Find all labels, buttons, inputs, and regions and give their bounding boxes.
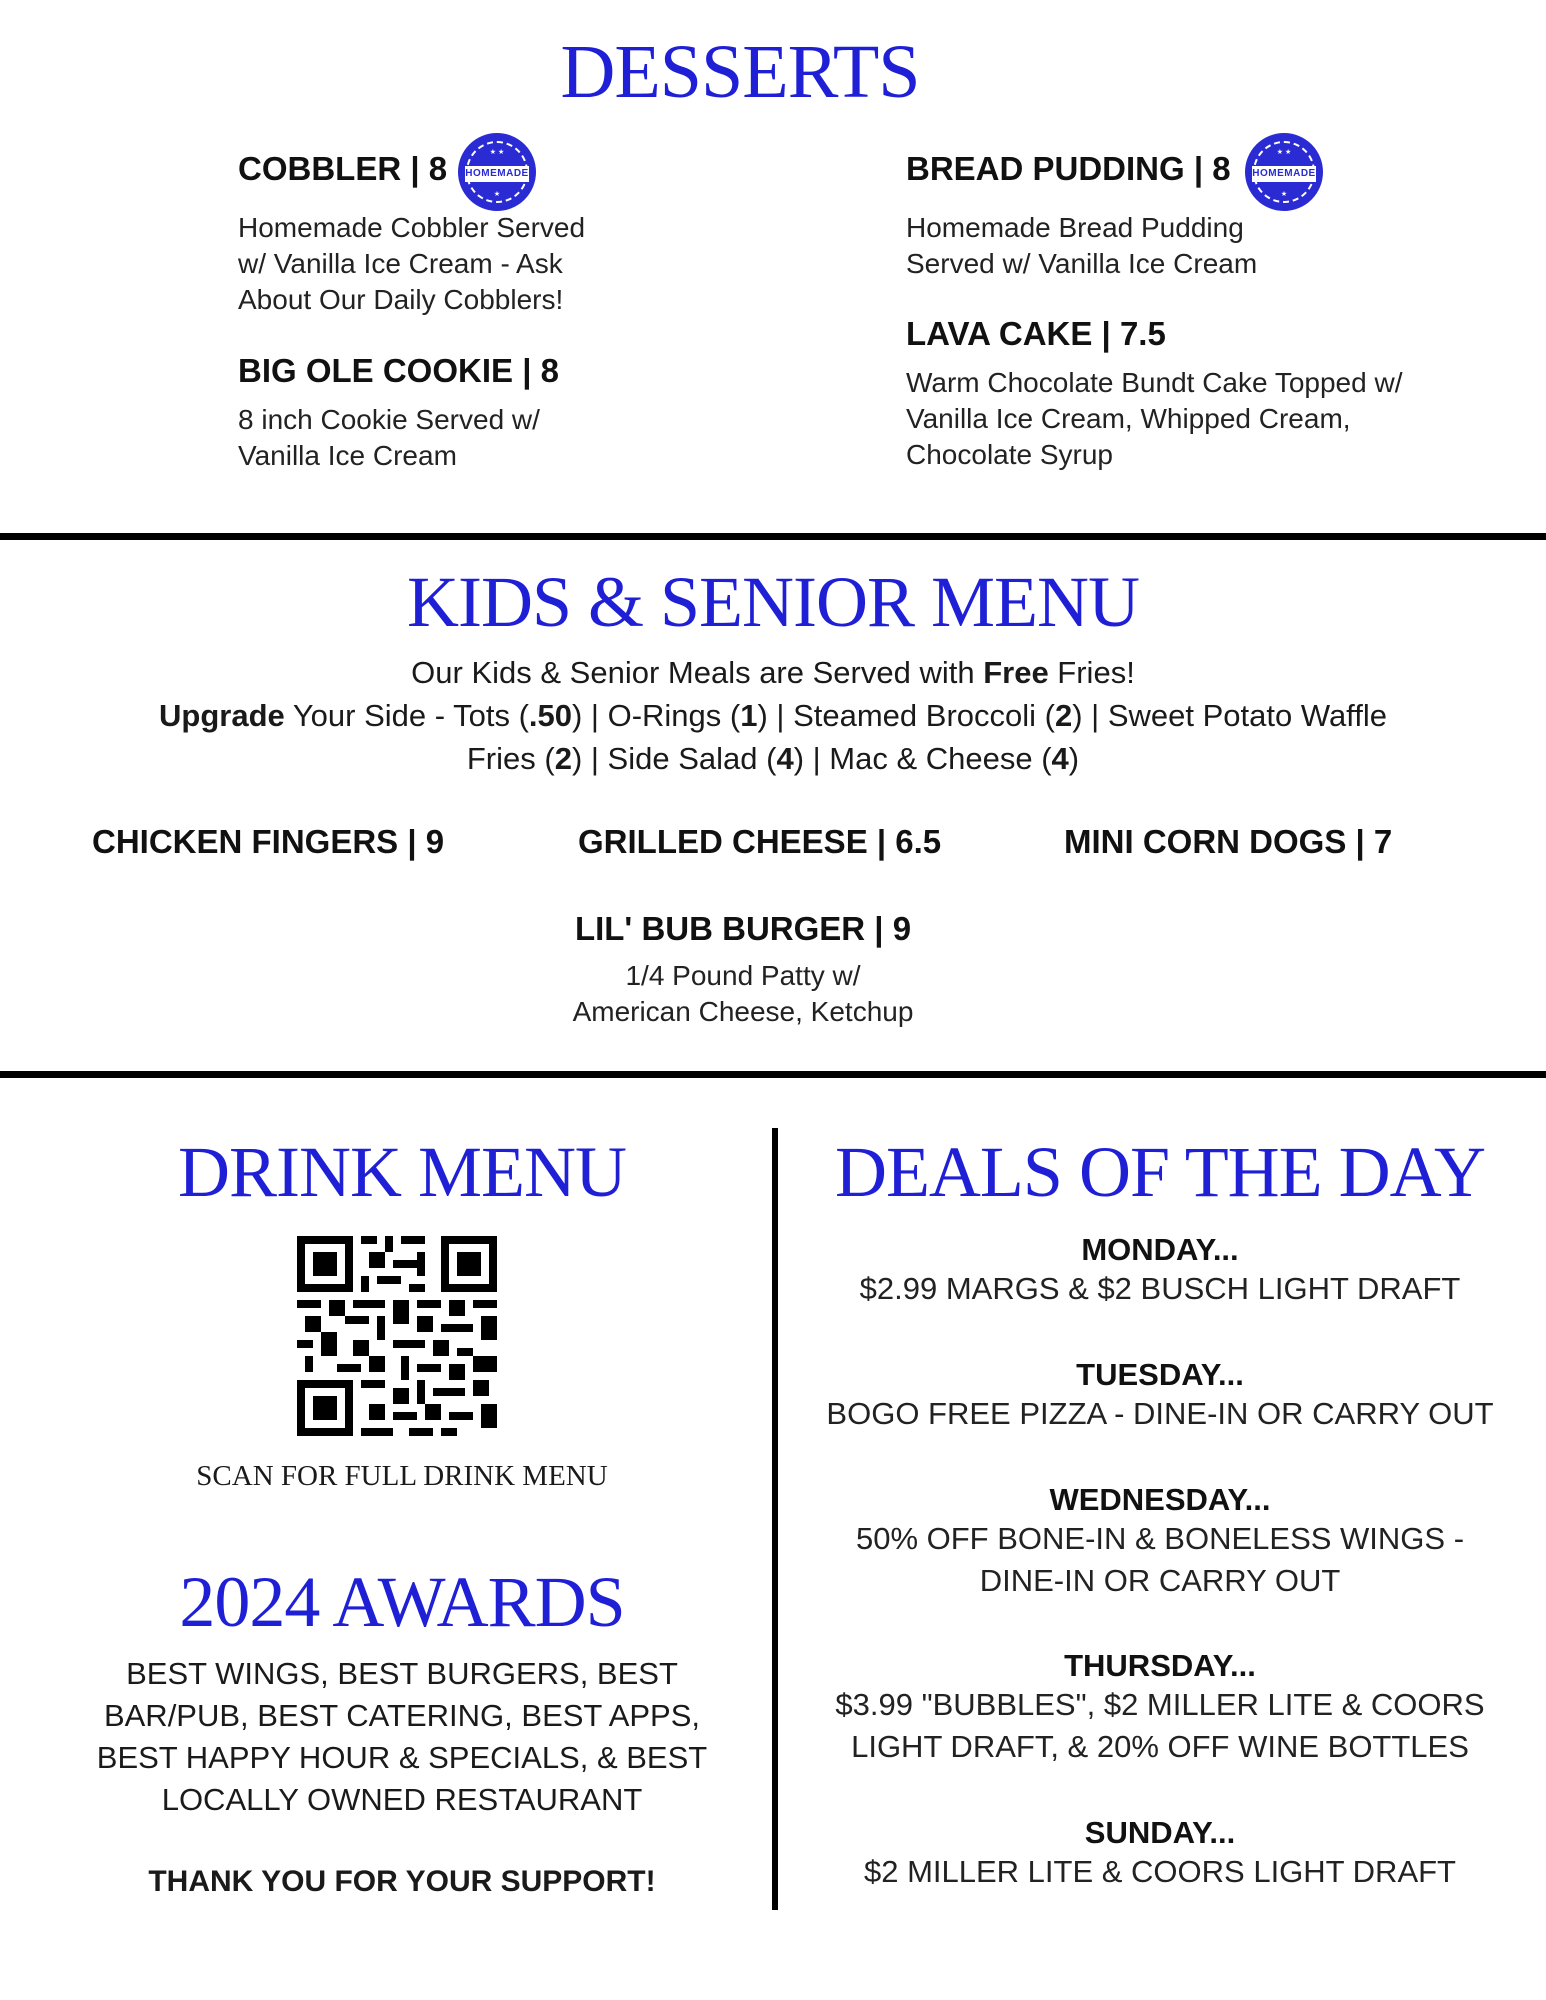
deal-description: $2.99 MARGS & $2 BUSCH LIGHT DRAFT [859,1271,1461,1306]
deal-description: 50% OFF BONE-IN & BONELESS WINGS - [855,1521,1465,1556]
deal-day-label: WEDNESDAY... [1049,1482,1271,1517]
kids-item-description-2: American Cheese, Ketchup [572,996,914,1027]
deal-wednesday [820,1482,1500,1602]
qr-code-icon[interactable] [297,1236,497,1436]
deal-day-label: SUNDAY... [1084,1815,1236,1850]
awards-list [72,1653,732,1821]
deal-description: $3.99 "BUBBLES", $2 MILLER LITE & COORS [835,1687,1485,1722]
deal-day-label: MONDAY... [1081,1232,1239,1267]
section-divider [0,533,1546,540]
kids-item-chicken-fingers: CHICKEN FINGERS | 9 [92,823,445,860]
dessert-title: LAVA CAKE | 7.5 [906,315,1166,352]
dessert-description: Homemade Bread Pudding Served w/ Vanilla Ice Cream [906,212,1258,279]
homemade-badge-icon: ★ ★ HOMEMADE ★ [1245,133,1323,211]
dessert-title: COBBLER | 8 [238,150,448,187]
deals-title: DEALS OF THE DAY [834,1132,1486,1212]
awards-line: BAR/PUB, BEST CATERING, BEST APPS, [103,1698,701,1733]
scan-drink-menu-caption: SCAN FOR FULL DRINK MENU [196,1460,608,1492]
deal-thursday [820,1648,1500,1768]
dessert-description: Warm Chocolate Bundt Cake Topped w/ Vanilla Ice Cream, Whipped Cream, Chocolate Syrup [906,367,1403,470]
deal-description: DINE-IN OR CARRY OUT [979,1563,1341,1598]
awards-line: LOCALLY OWNED RESTAURANT [161,1782,643,1817]
deal-day-label: THURSDAY... [1064,1648,1256,1683]
desserts-title: DESSERTS [560,30,920,114]
dessert-item-bread-pudding [906,150,1426,282]
column-divider [772,1128,778,1910]
deal-description: $2 MILLER LITE & COORS LIGHT DRAFT [863,1854,1456,1889]
kids-item-mini-corn-dogs: MINI CORN DOGS | 7 [1064,823,1393,860]
deal-tuesday [820,1357,1500,1435]
kids-item-grilled-cheese: GRILLED CHEESE | 6.5 [578,823,942,860]
dessert-description: 8 inch Cookie Served w/ Vanilla Ice Cream [238,404,540,471]
dessert-title: BREAD PUDDING | 8 [906,150,1231,187]
deal-day-label: TUESDAY... [1076,1357,1244,1392]
thank-you-text: THANK YOU FOR YOUR SUPPORT! [148,1865,656,1898]
dessert-item-cobbler [238,150,638,318]
section-divider [0,1071,1546,1078]
dessert-item-lava-cake [906,315,1426,473]
deal-description: LIGHT DRAFT, & 20% OFF WINE BOTTLES [851,1729,1469,1764]
dessert-title: BIG OLE COOKIE | 8 [238,352,559,389]
kids-item-title: LIL' BUB BURGER | 9 [574,910,912,947]
awards-line: BEST HAPPY HOUR & SPECIALS, & BEST [96,1740,708,1775]
awards-title: 2024 AWARDS [179,1562,625,1642]
dessert-description: Homemade Cobbler Served w/ Vanilla Ice Cream - Ask About Our Daily Cobblers! [238,212,586,315]
deal-monday [820,1232,1500,1310]
kids-item-description-1: 1/4 Pound Patty w/ [625,960,861,991]
kids-item-burger [473,910,1013,1030]
awards-line: BEST WINGS, BEST BURGERS, BEST [126,1656,678,1691]
deal-description: BOGO FREE PIZZA - DINE-IN OR CARRY OUT [826,1396,1494,1431]
kids-upgrade-options: Upgrade Your Side - Tots (.50) | O-Rings (1) | Steamed Broccoli (2) | Sweet Potato Waffle Fries (2) | Side Salad (4) | Mac & Cheese (4) [159,698,1387,776]
dessert-item-cookie [238,352,638,474]
kids-intro: Our Kids & Senior Meals are Served with Free Fries! [411,655,1135,690]
deal-sunday [820,1815,1500,1893]
kids-senior-title: KIDS & SENIOR MENU [406,562,1140,642]
drink-menu-title: DRINK MENU [178,1132,626,1212]
homemade-badge-icon: ★ ★ HOMEMADE ★ [458,133,536,211]
